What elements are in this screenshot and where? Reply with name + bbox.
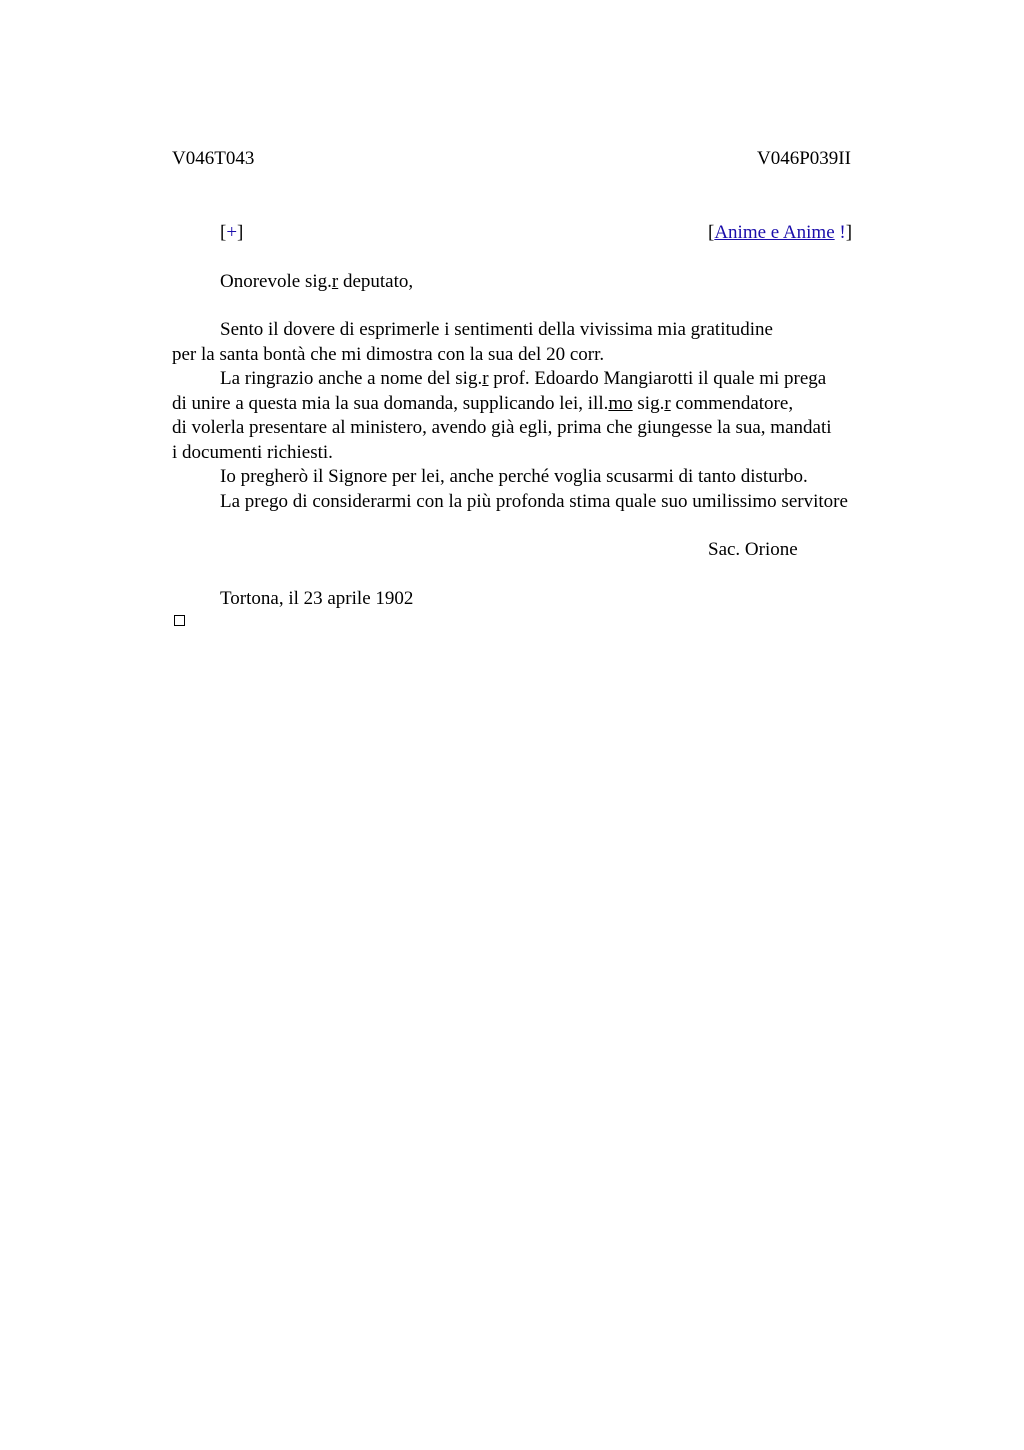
signature: Sac. Orione [708,539,798,560]
abbrev-span: mo [608,393,633,414]
document-code-right: V046P039II [757,148,851,169]
place-date: Tortona, il 23 aprile 1902 [220,588,414,609]
document-code-left: V046T043 [172,148,255,169]
paragraph-2-line-2 [172,393,793,415]
abbrev-span: r [664,393,671,414]
paragraph-4: La prego di considerarmi con la più profonda stima quale suo umilissimo servitore [220,491,848,512]
bracket-close: ] [237,222,244,243]
text-span: prof. Edoardo Mangiarotti il quale mi prega [488,368,827,389]
salutation-text-end: deputato, [338,271,414,292]
paragraph-2-line-1 [220,368,826,390]
anime-link-group [708,222,852,244]
empty-checkbox-icon [174,615,185,626]
salutation [220,271,413,293]
salutation-abbrev: r [331,271,339,292]
bracket-open: [ [708,222,715,243]
paragraph-2-line-3: di volerla presentare al ministero, avendo già egli, prima che giungesse la sua, mandati [172,417,832,438]
text-span: sig. [632,393,665,414]
text-span: La ringrazio anche a nome del sig. [220,368,483,389]
paragraph-3: Io pregherò il Signore per lei, anche perché voglia scusarmi di tanto disturbo. [220,466,808,487]
expand-plus-link[interactable]: + [226,222,238,243]
abbrev-span: r [482,368,489,389]
anime-e-anime-link[interactable]: Anime e Anime [714,222,835,243]
paragraph-1-line-2: per la santa bontà che mi dimostra con la sua del 20 corr. [172,344,605,365]
plus-link-group [220,222,243,244]
paragraph-2-line-4: i documenti richiesti. [172,442,333,463]
text-span: di unire a questa mia la sua domanda, supplicando lei, ill. [172,393,609,414]
text-span: commendatore, [670,393,794,414]
paragraph-1-line-1: Sento il dovere di esprimerle i sentimenti della vivissima mia gratitudine [220,319,773,340]
salutation-text: Onorevole sig. [220,271,332,292]
bracket-open: [ [220,222,227,243]
bracket-close: ] [845,222,853,243]
anime-exclamation-link[interactable]: ! [839,222,846,243]
